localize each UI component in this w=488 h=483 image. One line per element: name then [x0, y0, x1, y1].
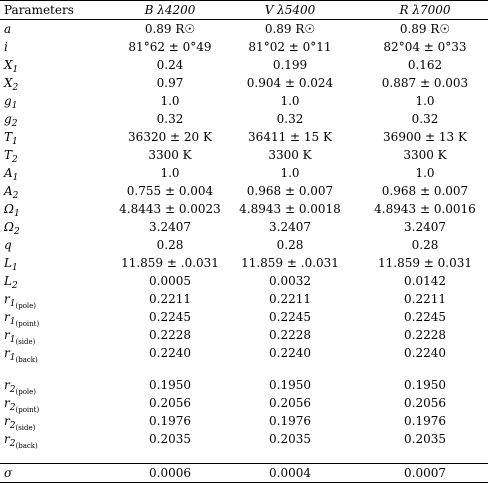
v-band-value: 0.1976	[269, 414, 311, 428]
table-row	[0, 308, 488, 326]
param-label: $g_2$	[4, 112, 18, 129]
param-label: $T_2$	[4, 148, 18, 165]
b-band-value: 0.755 ± 0.004	[126, 184, 214, 198]
param-label: $r_{2_{(side)}}$	[4, 414, 36, 432]
r-band-value: 0.0007	[404, 466, 446, 480]
r-band-value: 82°04 ± 0°33	[383, 40, 467, 54]
r-band-value: 0.2211	[404, 292, 446, 306]
param-label: $r_{1_{(point)}}$	[4, 310, 40, 328]
v-band-value: 0.0032	[269, 274, 311, 288]
param-label: $r_{2_{(pole)}}$	[4, 378, 37, 396]
table-row	[0, 74, 488, 92]
param-label: $r_{1_{(back)}}$	[4, 346, 38, 364]
v-band-value: 3300 K	[268, 148, 312, 162]
v-band-value: 1.0	[280, 166, 300, 180]
param-label: $g_1$	[4, 94, 18, 111]
param-label: $T_1$	[4, 130, 18, 147]
r-band-value: 0.89 R☉	[399, 22, 451, 36]
r-band-value: 3.2407	[404, 220, 446, 234]
b-band-value: 0.2211	[149, 292, 191, 306]
table-row	[0, 272, 488, 290]
b-band-value: 1.0	[160, 166, 180, 180]
table-row	[0, 254, 488, 272]
param-label: $r_{1_{(pole)}}$	[4, 292, 37, 310]
b-band-value: 0.2228	[149, 328, 191, 342]
v-band-value: 0.968 ± 0.007	[246, 184, 334, 198]
b-band-value: 81°62 ± 0°49	[128, 40, 212, 54]
r-band-value: 1.0	[415, 166, 435, 180]
v-band-value: 0.2240	[269, 346, 311, 360]
v-band-value: 3.2407	[269, 220, 311, 234]
header-r-band: R λ7000	[399, 3, 451, 17]
r-band-value: 4.8943 ± 0.0016	[374, 202, 476, 216]
r-band-value: 0.968 ± 0.007	[381, 184, 469, 198]
v-band-value: 0.904 ± 0.024	[246, 76, 334, 90]
r-band-value: 11.859 ± 0.031	[377, 256, 473, 270]
v-band-value: 0.1950	[269, 378, 311, 392]
b-band-value: 4.8443 ± 0.0023	[119, 202, 221, 216]
param-label: $A_1$	[4, 166, 19, 183]
r-band-value: 0.2228	[404, 328, 446, 342]
table-row	[0, 326, 488, 344]
param-label: $r_{1_{(side)}}$	[4, 328, 36, 346]
param-label: $A_2$	[4, 184, 19, 201]
table-row	[0, 376, 488, 394]
b-band-value: 0.0006	[149, 466, 191, 480]
param-label: σ	[4, 466, 13, 480]
r-band-value: 0.2240	[404, 346, 446, 360]
v-band-value: 0.32	[276, 112, 304, 126]
table-row	[0, 218, 488, 236]
b-band-value: 0.2035	[149, 432, 191, 446]
v-band-value: 0.199	[272, 58, 308, 72]
table-row	[0, 110, 488, 128]
b-band-value: 0.1950	[149, 378, 191, 392]
v-band-value: 0.2245	[269, 310, 311, 324]
b-band-value: 0.89 R☉	[144, 22, 196, 36]
param-label: $X_2$	[4, 76, 19, 93]
param-label: $\Omega_2$	[4, 220, 20, 237]
r-band-value: 0.162	[407, 58, 443, 72]
table-row	[0, 394, 488, 412]
table-row	[0, 164, 488, 182]
r-band-value: 0.2056	[404, 396, 446, 410]
table-row	[0, 236, 488, 254]
table-row	[0, 430, 488, 448]
r-band-value: 0.2035	[404, 432, 446, 446]
b-band-value: 0.2245	[149, 310, 191, 324]
param-label: q	[4, 238, 12, 252]
v-band-value: 11.859 ± .0.031	[241, 256, 339, 270]
r-band-value: 0.28	[411, 238, 439, 252]
b-band-value: 3300 K	[148, 148, 192, 162]
r-band-value: 1.0	[415, 94, 435, 108]
sigma-rule	[0, 463, 488, 464]
param-label: $L_2$	[4, 274, 18, 291]
header-v-band: V λ5400	[264, 3, 316, 17]
param-label: $r_{2_{(back)}}$	[4, 432, 38, 450]
r-band-value: 36900 ± 13 K	[383, 130, 467, 144]
table-row	[0, 92, 488, 110]
b-band-value: 0.28	[156, 238, 184, 252]
v-band-value: 36411 ± 15 K	[248, 130, 332, 144]
v-band-value: 1.0	[280, 94, 300, 108]
table-row	[0, 56, 488, 74]
table-row	[0, 20, 488, 38]
header-parameters: Parameters	[4, 3, 74, 17]
param-label: $X_1$	[4, 58, 19, 75]
param-label: $L_1$	[4, 256, 18, 273]
b-band-value: 36320 ± 20 K	[128, 130, 212, 144]
table-row	[0, 128, 488, 146]
r-band-value: 0.887 ± 0.003	[381, 76, 469, 90]
b-band-value: 0.24	[156, 58, 184, 72]
r-band-value: 3300 K	[403, 148, 447, 162]
b-band-value: 0.1976	[149, 414, 191, 428]
b-band-value: 0.0005	[149, 274, 191, 288]
table-header-row	[0, 1, 488, 19]
v-band-value: 0.2211	[269, 292, 311, 306]
b-band-value: 3.2407	[149, 220, 191, 234]
r-band-value: 0.32	[411, 112, 439, 126]
param-label: i	[4, 40, 8, 54]
v-band-value: 0.2056	[269, 396, 311, 410]
r-band-value: 0.1950	[404, 378, 446, 392]
b-band-value: 0.2056	[149, 396, 191, 410]
v-band-value: 0.0004	[269, 466, 311, 480]
v-band-value: 0.2035	[269, 432, 311, 446]
v-band-value: 4.8943 ± 0.0018	[239, 202, 341, 216]
b-band-value: 0.2240	[149, 346, 191, 360]
table-row	[0, 290, 488, 308]
b-band-value: 0.97	[156, 76, 184, 90]
table-row	[0, 464, 488, 482]
v-band-value: 0.2228	[269, 328, 311, 342]
b-band-value: 0.32	[156, 112, 184, 126]
header-b-band: B λ4200	[144, 3, 196, 17]
table-row	[0, 146, 488, 164]
r-band-value: 0.2245	[404, 310, 446, 324]
r-band-value: 0.1976	[404, 414, 446, 428]
v-band-value: 0.28	[276, 238, 304, 252]
param-label: $\Omega_1$	[4, 202, 20, 219]
r-band-value: 0.0142	[404, 274, 446, 288]
b-band-value: 11.859 ± .0.031	[121, 256, 219, 270]
param-label: $r_{2_{(point)}}$	[4, 396, 40, 414]
table-row	[0, 344, 488, 362]
table-row	[0, 412, 488, 430]
b-band-value: 1.0	[160, 94, 180, 108]
v-band-value: 81°02 ± 0°11	[248, 40, 332, 54]
table-row	[0, 200, 488, 218]
param-label: a	[4, 22, 12, 36]
table-row	[0, 38, 488, 56]
table-row	[0, 182, 488, 200]
v-band-value: 0.89 R☉	[264, 22, 316, 36]
